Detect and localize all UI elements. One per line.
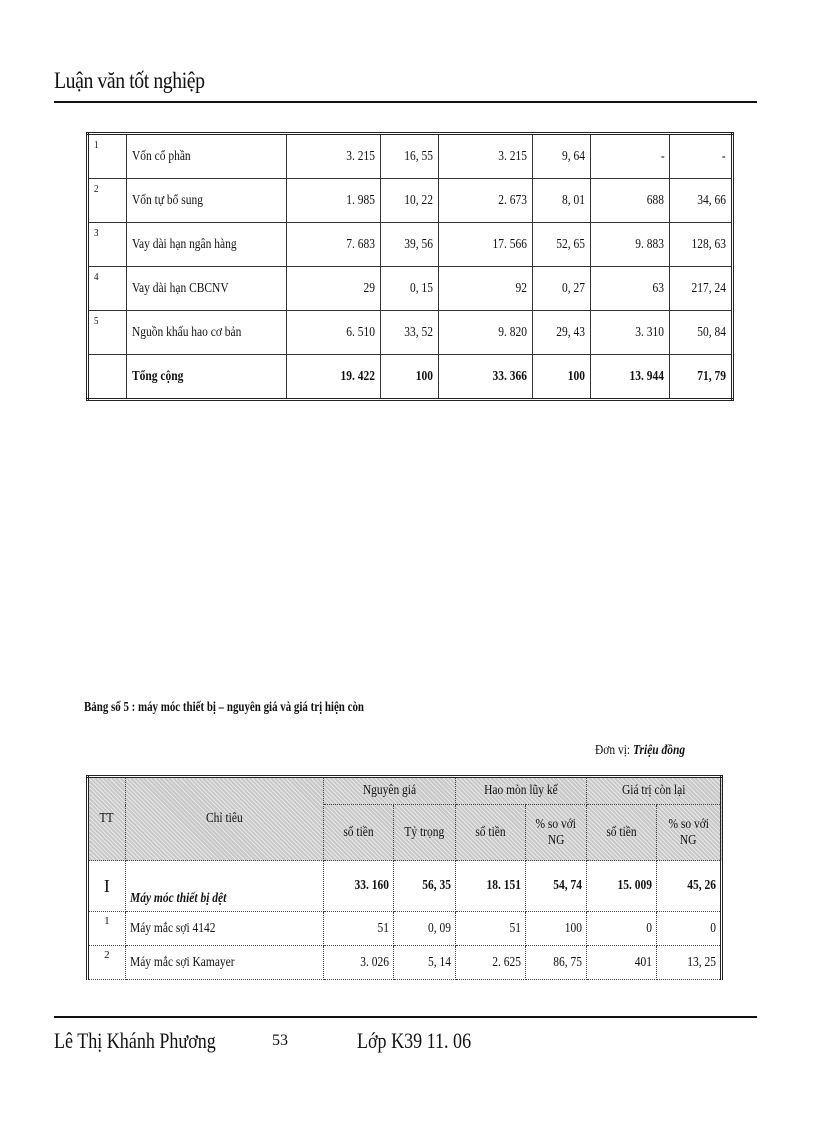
table-row (88, 134, 733, 179)
cell-percent-1: 100 (381, 355, 438, 400)
cell-amount-2: 17. 566 (438, 223, 533, 267)
cell-percent-1: 16, 55 (381, 134, 438, 179)
cell-f: 45, 26 (657, 861, 722, 912)
header-chitieu: Chỉ tiêu (125, 777, 324, 861)
cell-amount-1: 29 (286, 267, 381, 311)
cell-c: 51 (455, 912, 525, 946)
cell-diff: 63 (590, 267, 670, 311)
table-row (88, 179, 733, 223)
table-row (88, 946, 722, 980)
row-label: Vay dài hạn CBCNV (127, 267, 286, 311)
cell-diff-percent: 34, 66 (670, 179, 733, 223)
cell-amount-1: 7. 683 (286, 223, 381, 267)
header-gia-tri: Giá trị còn lại (587, 777, 722, 805)
cell-diff-percent: 71, 79 (670, 355, 733, 400)
table-row (88, 912, 722, 946)
row-index: 3 (88, 223, 127, 267)
header-rule (54, 101, 757, 103)
cell-c: 2. 625 (455, 946, 525, 980)
cell-amount-1: 6. 510 (286, 311, 381, 355)
footer-rule (54, 1016, 757, 1018)
footer-author: Lê Thị Khánh Phương (54, 1028, 216, 1053)
cell-amount-2: 33. 366 (438, 355, 533, 400)
cell-percent-2: 29, 43 (533, 311, 590, 355)
cell-amount-2: 92 (438, 267, 533, 311)
page-header-title: Luận văn tốt nghiệp (54, 68, 205, 93)
cell-amount-2: 9. 820 (438, 311, 533, 355)
cell-a: 3. 026 (324, 946, 394, 980)
cell-e: 401 (587, 946, 657, 980)
table-row (88, 223, 733, 267)
header-row (88, 777, 722, 805)
row-index (88, 355, 127, 400)
row-label: Máy mắc sợi Kamayer (125, 946, 324, 980)
cell-b: 5, 14 (394, 946, 456, 980)
equipment-table (86, 775, 723, 980)
page-number: 53 (272, 1032, 288, 1049)
cell-diff-percent: 50, 84 (670, 311, 733, 355)
row-index: 5 (88, 311, 127, 355)
row-label: Nguồn khấu hao cơ bản (127, 311, 286, 355)
row-label: Vay dài hạn ngân hàng (127, 223, 286, 267)
cell-f: 0 (657, 912, 722, 946)
cell-c: 18. 151 (455, 861, 525, 912)
cell-percent-2: 0, 27 (533, 267, 590, 311)
header-hao-mon: Hao mòn lũy kế (455, 777, 587, 805)
row-label: Vốn cổ phần (127, 134, 286, 179)
cell-diff: - (590, 134, 670, 179)
cell-percent-1: 0, 15 (381, 267, 438, 311)
cell-d: 86, 75 (525, 946, 587, 980)
cell-amount-1: 19. 422 (286, 355, 381, 400)
header-ty-trong: Tỷ trọng (394, 805, 456, 861)
cell-percent-1: 10, 22 (381, 179, 438, 223)
cell-percent-2: 8, 01 (533, 179, 590, 223)
cell-percent-2: 9, 64 (533, 134, 590, 179)
row-label: Máy mắc sợi 4142 (125, 912, 324, 946)
cell-amount-1: 1. 985 (286, 179, 381, 223)
unit-note (595, 743, 685, 759)
unit-value: Triệu đồng (632, 743, 686, 758)
cell-percent-2: 100 (533, 355, 590, 400)
cell-diff-percent: 128, 63 (670, 223, 733, 267)
footer-class: Lớp K39 11. 06 (357, 1028, 472, 1053)
cell-a: 33. 160 (324, 861, 394, 912)
group-label: Máy móc thiết bị dệt (125, 861, 324, 912)
row-label: Tổng cộng (127, 355, 286, 400)
header-so-tien-1: số tiền (324, 805, 394, 861)
table-row (88, 311, 733, 355)
header-tt: TT (88, 777, 126, 861)
cell-diff: 688 (590, 179, 670, 223)
header-pct-2: % so với NG (525, 805, 587, 861)
cell-e: 0 (587, 912, 657, 946)
cell-diff: 3. 310 (590, 311, 670, 355)
cell-percent-1: 39, 56 (381, 223, 438, 267)
group-row (88, 861, 722, 912)
cell-b: 56, 35 (394, 861, 456, 912)
cell-diff: 9. 883 (590, 223, 670, 267)
row-index: 2 (88, 179, 127, 223)
cell-percent-1: 33, 52 (381, 311, 438, 355)
cell-amount-2: 2. 673 (438, 179, 533, 223)
table-row (88, 267, 733, 311)
cell-diff-percent: - (670, 134, 733, 179)
cell-diff-percent: 217, 24 (670, 267, 733, 311)
header-pct-3: % so với NG (657, 805, 722, 861)
cell-b: 0, 09 (394, 912, 456, 946)
cell-d: 54, 74 (525, 861, 587, 912)
cell-d: 100 (525, 912, 587, 946)
header-nguyen-gia: Nguyên giá (324, 777, 456, 805)
header-so-tien-2: số tiền (455, 805, 525, 861)
table-caption: Bảng số 5 : máy móc thiết bị – nguyên giá và giá trị hiện còn (84, 700, 364, 715)
cell-diff: 13. 944 (590, 355, 670, 400)
unit-label: Đơn vị: (595, 743, 631, 758)
cell-amount-1: 3. 215 (286, 134, 381, 179)
cell-percent-2: 52, 65 (533, 223, 590, 267)
group-index: I (88, 861, 126, 912)
row-index: 1 (88, 134, 127, 179)
cell-f: 13, 25 (657, 946, 722, 980)
row-label: Vốn tự bổ sung (127, 179, 286, 223)
row-index: 2 (88, 946, 126, 980)
row-index: 4 (88, 267, 127, 311)
cell-amount-2: 3. 215 (438, 134, 533, 179)
total-row (88, 355, 733, 400)
header-so-tien-3: số tiền (587, 805, 657, 861)
cell-e: 15. 009 (587, 861, 657, 912)
row-index: 1 (88, 912, 126, 946)
cell-a: 51 (324, 912, 394, 946)
capital-structure-table (86, 132, 734, 401)
